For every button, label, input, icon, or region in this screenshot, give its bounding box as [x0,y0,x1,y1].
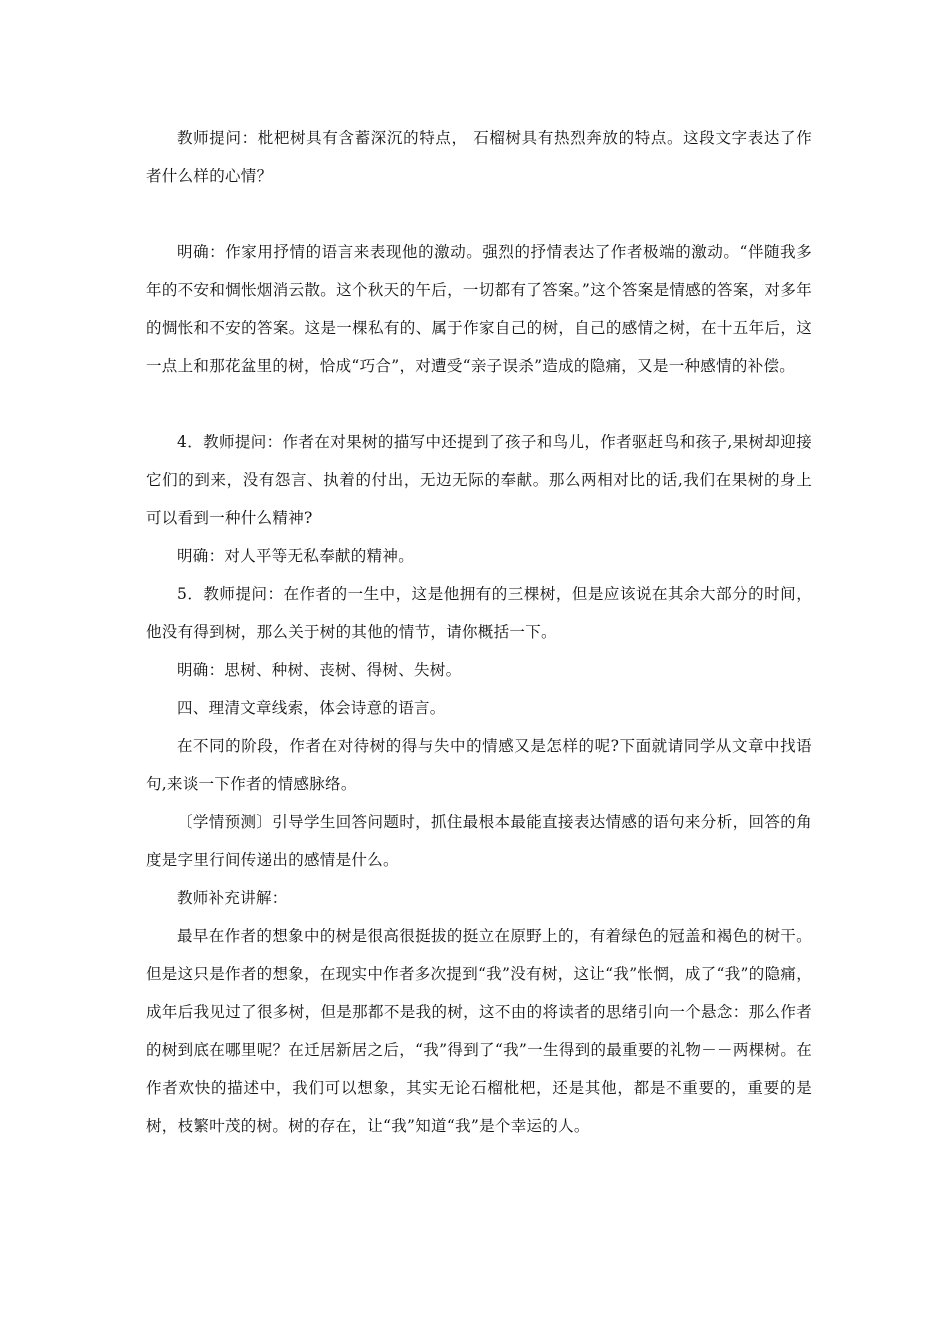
paragraph-prediction: 〔学情预测〕引导学生回答问题时，抓住最根本最能直接表达情感的语句来分析，回答的角度是字里行间传递出的感情是什么。 [146,813,812,869]
paragraph-intro: 在不同的阶段，作者在对待树的得与失中的情感又是怎样的呢?下面就请同学从文章中找语句,来谈一下作者的情感脉络。 [146,737,812,793]
section-heading-4: 四、理清文章线索，体会诗意的语言。 [177,699,446,717]
paragraph-supplement-label: 教师补充讲解： [177,889,288,907]
paragraph-answer-4: 明确：对人平等无私奉献的精神。 [177,547,415,565]
paragraph-answer-1: 明确：作家用抒情的语言来表现他的激动。强烈的抒情表达了作者极端的激动。“伴随我多年的不安和惆怅烟消云散。这个秋天的午后，一切都有了答案。”这个答案是情感的答案，对多年的惆怅和不安的答案。这是一棵私有的、属于作家自己的树，自己的感情之树，在十五年后，这一点上和那花盆里的树，恰成“巧合”，对遭受“亲子误杀”造成的隐痛，又是一种感情的补偿。 [146,243,812,375]
paragraph-answer-5: 明确：思树、种树、丧树、得树、失树。 [177,661,462,679]
paragraph-teacher-question-1: 教师提问：枇杷树具有含蓄深沉的特点， 石榴树具有热烈奔放的特点。这段文字表达了作者什么样的心情？ [146,129,812,185]
paragraph-teacher-question-5: 5．教师提问：在作者的一生中，这是他拥有的三棵树，但是应该说在其余大部分的时间，他没有得到树，那么关于树的其他的情节，请你概括一下。 [146,585,812,641]
paragraph-teacher-question-4: 4．教师提问：作者在对果树的描写中还提到了孩子和鸟儿，作者驱赶鸟和孩子,果树却迎接它们的到来，没有怨言、执着的付出，无边无际的奉献。那么两相对比的话,我们在果树的身上可以看到一种什么精神? [146,433,812,527]
paragraph-supplement-body: 最早在作者的想象中的树是很高很挺拔的挺立在原野上的，有着绿色的冠盖和褐色的树干。但是这只是作者的想象，在现实中作者多次提到“我”没有树，这让“我”怅惘，成了“我”的隐痛，成年后我见过了很多树，但是那都不是我的树，这不由的将读者的思绪引向一个悬念：那么作者的树到底在哪里呢？在迁居新居之后，“我”得到了“我”一生得到的最重要的礼物－－两棵树。在作者欢快的描述中，我们可以想象，其实无论石榴枇杷，还是其他，都是不重要的，重要的是树，枝繁叶茂的树。树的存在，让“我”知道“我”是个幸运的人。 [146,927,812,1135]
